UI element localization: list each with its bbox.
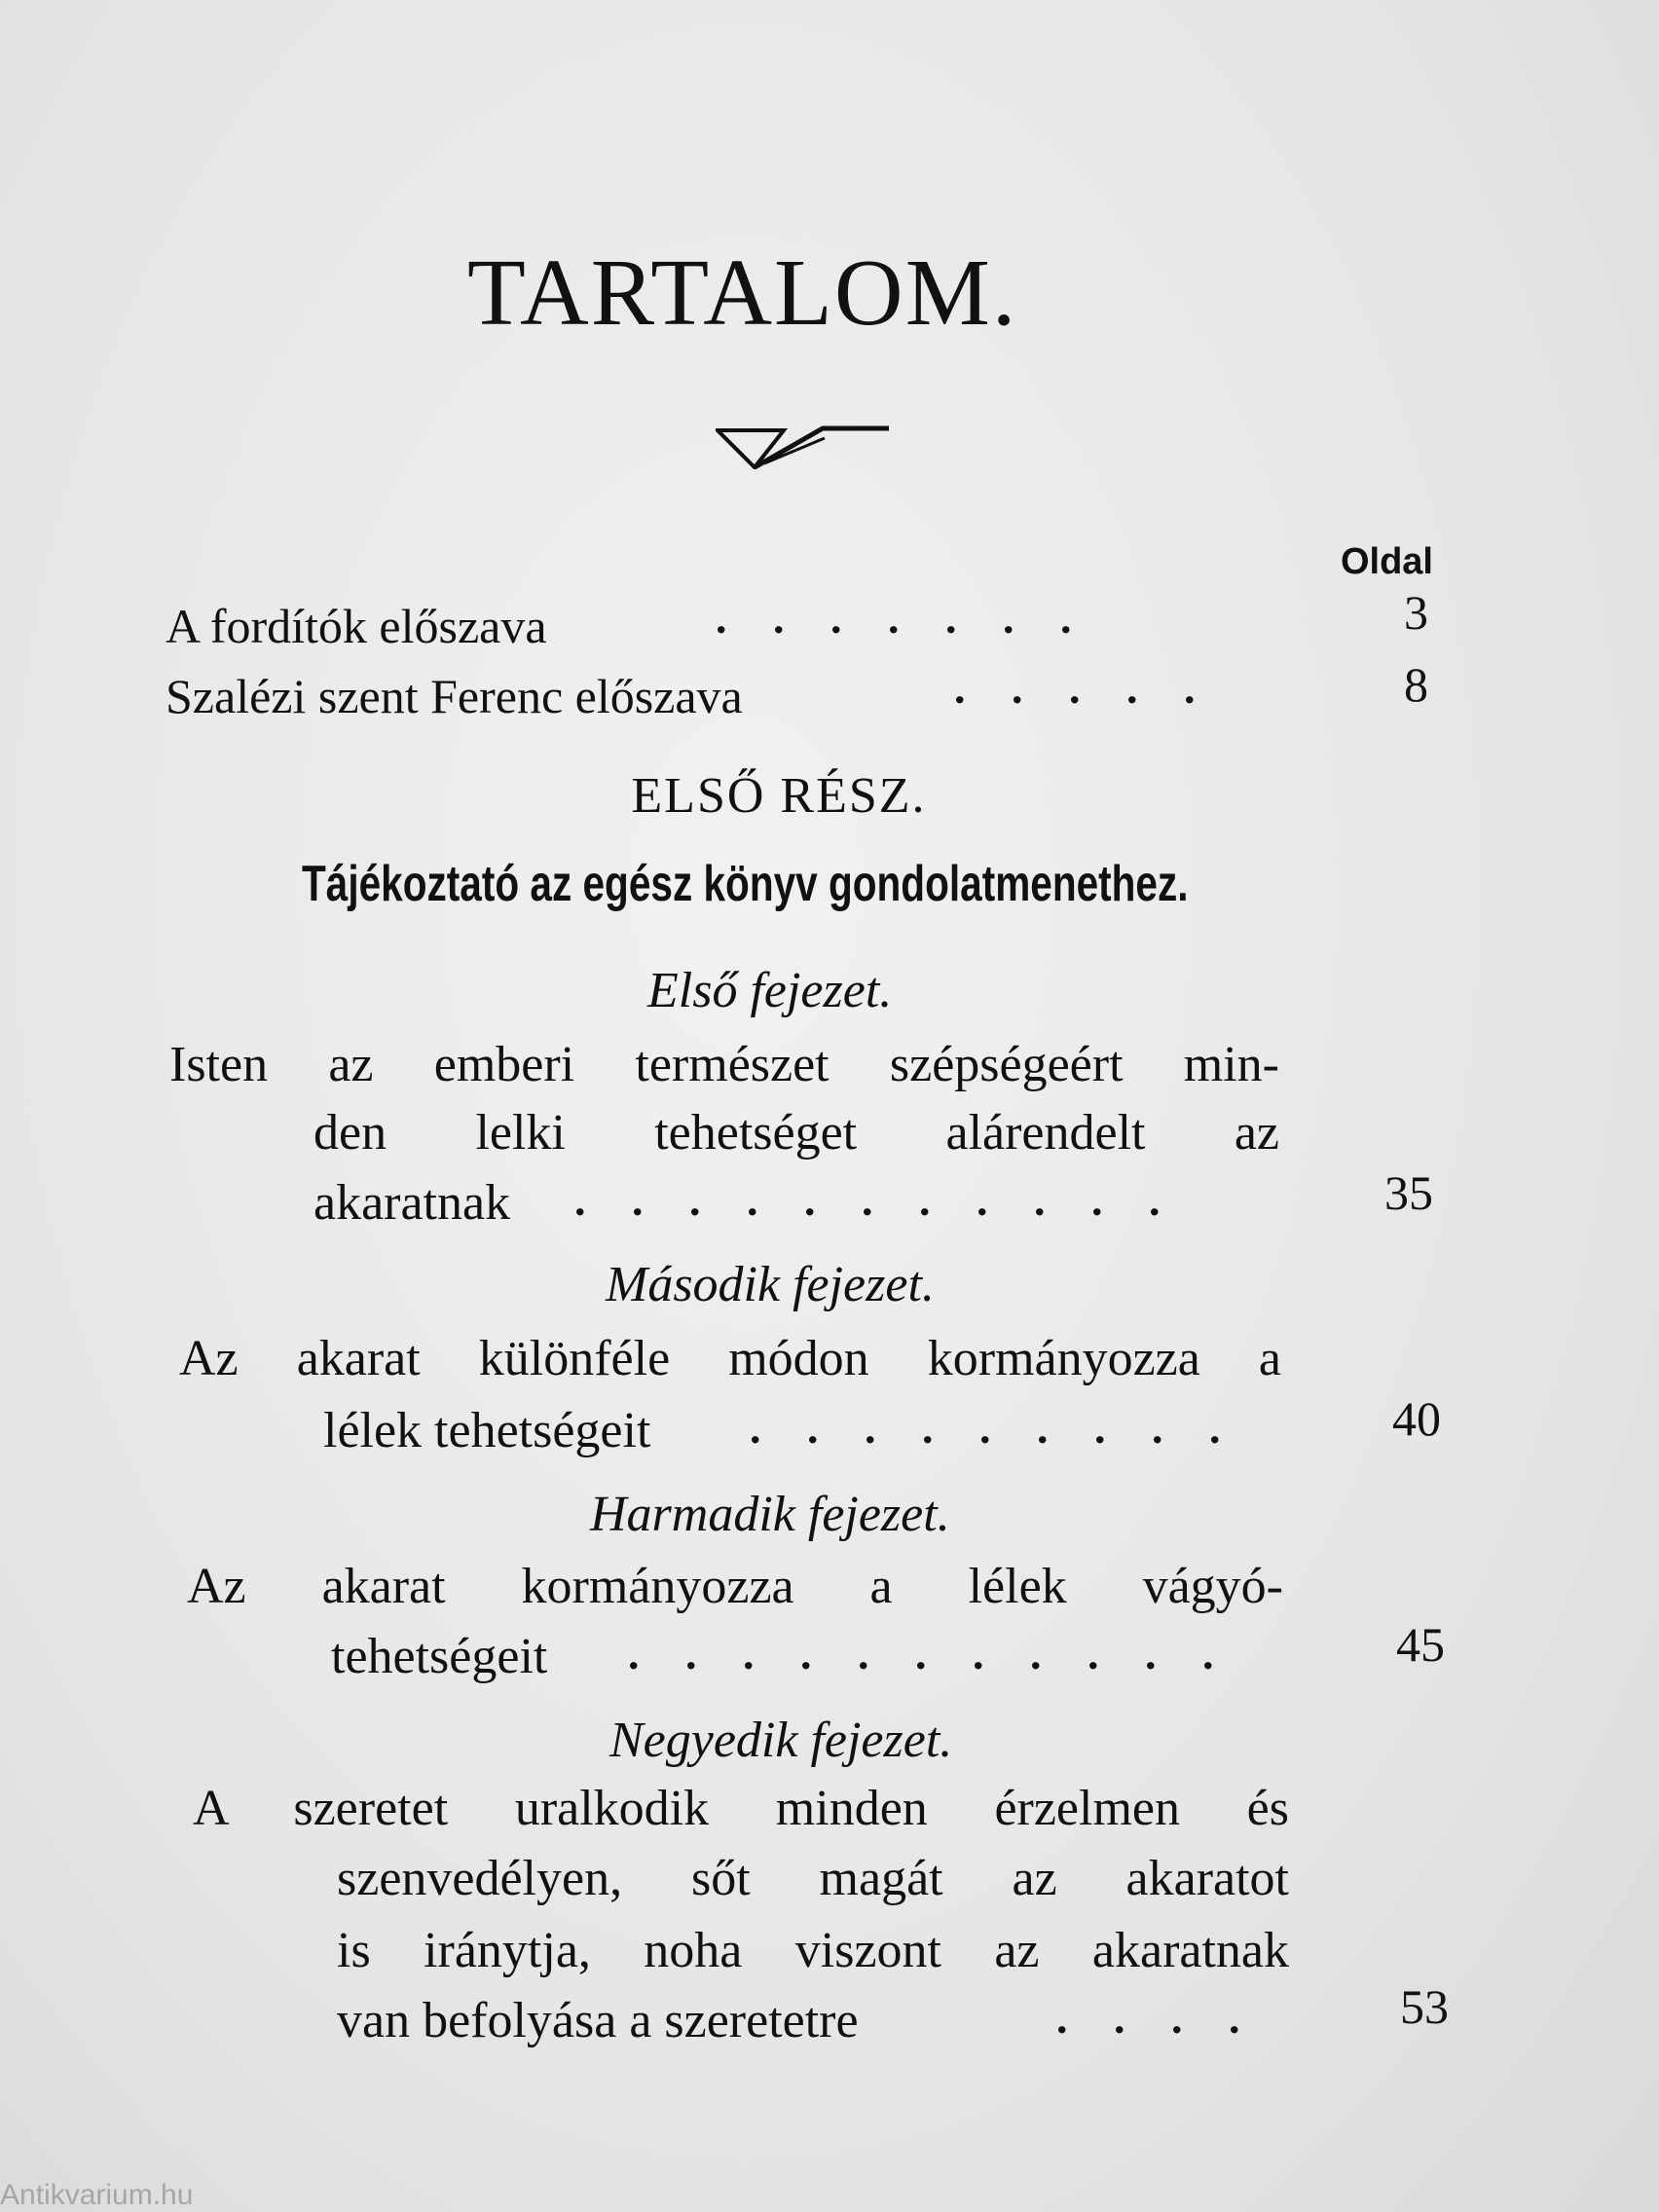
leader-dots: . . . . (1056, 1993, 1258, 2043)
leader-dots: . . . . . . . . . . . (574, 1175, 1178, 1225)
part-heading: ELSŐ RÉSZ. (631, 768, 927, 824)
ornament-icon (716, 424, 891, 469)
chapter-line: tehetségeit (331, 1629, 548, 1684)
toc-entry-label: A fordítók előszava (166, 599, 547, 653)
chapter-line: Az akarat kormányozza a lélek vágyó- (187, 1559, 1283, 1614)
leader-dots: . . . . . (954, 663, 1213, 713)
chapter-line: van befolyása a szeretetre (337, 1993, 859, 2048)
chapter-line: Az akarat különféle módon kormányozza a (179, 1331, 1281, 1386)
chapter-heading: Harmadik fejezet. (590, 1487, 950, 1542)
chapter-page: 35 (1384, 1165, 1433, 1220)
chapter-line: den lelki tehetséget alárendelt az (313, 1105, 1279, 1161)
leader-dots: . . . . . . . . . (750, 1403, 1238, 1453)
part-subtitle: Tájékoztató az egész könyv gondolatmenethez. (302, 856, 1189, 912)
chapter-page: 53 (1400, 1979, 1449, 2034)
chapter-line: akaratnak (313, 1175, 511, 1231)
page-column-header: Oldal (1340, 541, 1433, 582)
toc-entry-label: Szalézi szent Ferenc előszava (166, 669, 743, 723)
chapter-line: szenvedélyen, sőt magát az akaratot (337, 1851, 1289, 1906)
chapter-line: is iránytja, noha viszont az akaratnak (337, 1923, 1289, 1978)
leader-dots: . . . . . . . (716, 593, 1089, 643)
chapter-line: lélek tehetségeit (323, 1403, 651, 1458)
chapter-line: A szeretet uralkodik minden érzelmen és (193, 1781, 1289, 1836)
watermark: Antikvarium.hu (0, 2179, 194, 2211)
chapter-line: Isten az emberi természet szépségeért min- (169, 1037, 1279, 1092)
toc-entry-page: 3 (1404, 585, 1428, 640)
chapter-heading: Negyedik fejezet. (609, 1713, 953, 1768)
chapter-page: 45 (1396, 1617, 1445, 1672)
page-title: TARTALOM. (467, 240, 1018, 346)
toc-entry-page: 8 (1404, 657, 1428, 712)
chapter-page: 40 (1392, 1391, 1441, 1446)
leader-dots: . . . . . . . . . . . (628, 1629, 1232, 1678)
chapter-heading: Első fejezet. (647, 963, 893, 1018)
chapter-heading: Második fejezet. (606, 1257, 935, 1312)
